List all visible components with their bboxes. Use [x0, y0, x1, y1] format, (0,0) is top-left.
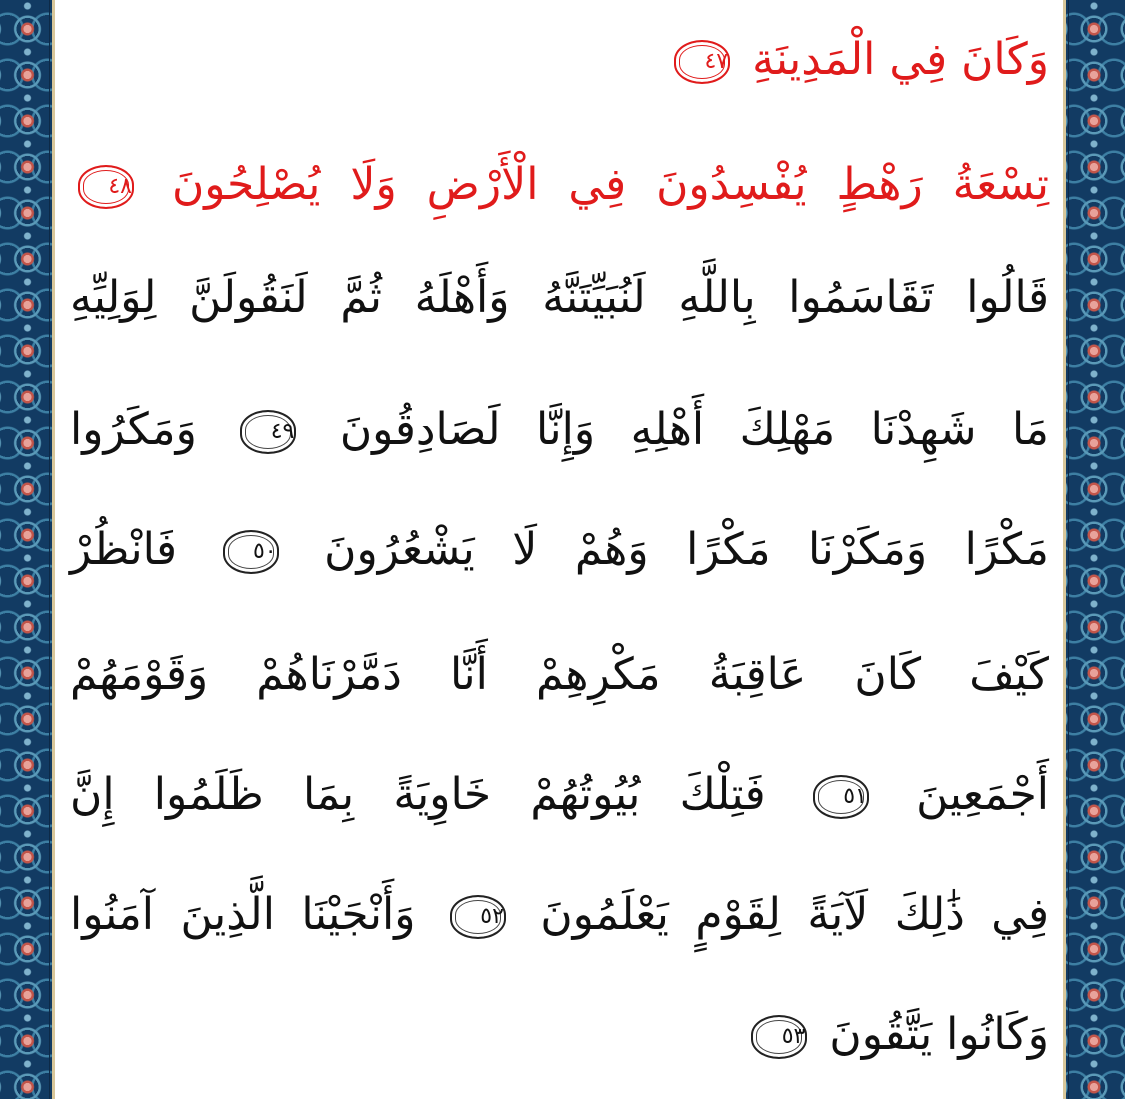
verse-line-1	[70, 10, 1049, 110]
verse-text: فَتِلْكَ بُيُوتُهُمْ خَاوِيَةً بِمَا ظَلَمُوا إِنَّ	[70, 769, 766, 820]
ayah-number-marker: ٤٧	[674, 40, 730, 84]
verse-text: مَكْرًا وَمَكَرْنَا مَكْرًا وَهُمْ لَا يَشْعُرُونَ	[324, 524, 1049, 575]
verse-line-4	[70, 380, 1049, 480]
border-edge	[1063, 0, 1066, 1099]
verse-line-3	[70, 248, 1049, 348]
verse-text: فَانْظُرْ	[70, 524, 178, 575]
verse-line-5	[70, 500, 1049, 600]
ayah-number-marker: ٤٩	[240, 410, 296, 454]
ayah-number-marker: ٥١	[813, 775, 869, 819]
verse-text: أَجْمَعِينَ	[916, 769, 1049, 820]
verse-text: مَا شَهِدْنَا مَهْلِكَ أَهْلِهِ وَإِنَّا لَصَادِقُونَ	[339, 404, 1049, 455]
verse-line-9	[70, 985, 1049, 1085]
verse-text: وَكَانُوا يَتَّقُونَ	[829, 1009, 1049, 1060]
verse-text: قَالُوا تَقَاسَمُوا بِاللَّهِ لَنُبَيِّتَنَّهُ وَأَهْلَهُ ثُمَّ لَنَقُولَنَّ لِوَلِيِّهِ	[70, 272, 1049, 323]
border-edge	[52, 0, 55, 1099]
verse-line-2	[70, 135, 1049, 235]
ayah-number-marker: ٥٢	[450, 895, 506, 939]
verse-line-7	[70, 745, 1049, 845]
ayah-number-marker: ٥٠	[223, 530, 279, 574]
border-edge	[1068, 0, 1069, 1099]
verse-text: وَأَنْجَيْنَا الَّذِينَ آمَنُوا	[70, 889, 416, 940]
left-ornamental-border	[0, 0, 55, 1099]
border-edge	[49, 0, 50, 1099]
verse-text: وَكَانَ فِي الْمَدِينَةِ	[752, 34, 1049, 85]
verse-line-8	[70, 865, 1049, 965]
verse-text: تِسْعَةُ رَهْطٍ يُفْسِدُونَ فِي الْأَرْضِ وَلَا يُصْلِحُونَ	[171, 159, 1049, 210]
verse-text: فِي ذَٰلِكَ لَآيَةً لِقَوْمٍ يَعْلَمُونَ	[540, 889, 1049, 940]
right-ornamental-border	[1063, 0, 1125, 1099]
ayah-number-marker: ٥٣	[751, 1015, 807, 1059]
verse-line-6	[70, 625, 1049, 725]
verse-text-area	[70, 0, 1049, 1099]
verse-text: وَمَكَرُوا	[70, 404, 197, 455]
verse-text: كَيْفَ كَانَ عَاقِبَةُ مَكْرِهِمْ أَنَّا دَمَّرْنَاهُمْ وَقَوْمَهُمْ	[70, 649, 1049, 700]
ayah-number-marker: ٤٨	[78, 165, 134, 209]
